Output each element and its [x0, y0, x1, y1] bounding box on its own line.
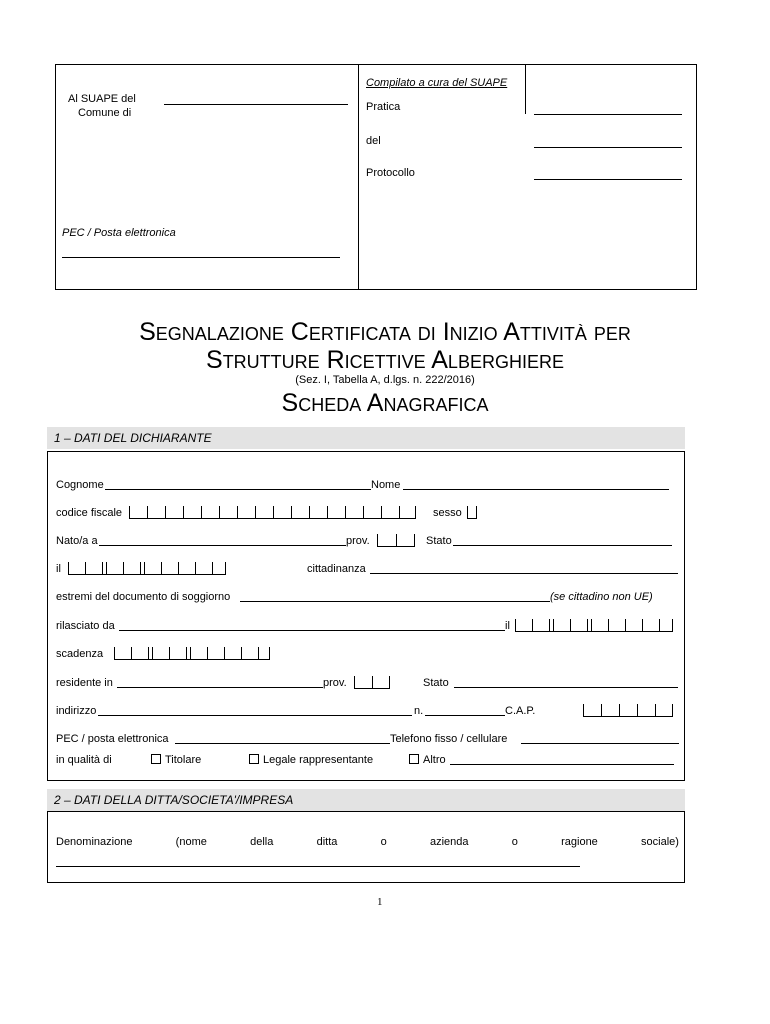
del-label: del	[366, 135, 381, 147]
il2-label: il	[505, 620, 510, 632]
protocollo-label: Protocollo	[366, 167, 415, 179]
prov2-cells[interactable]	[354, 676, 390, 689]
stato-field[interactable]	[453, 545, 672, 546]
se-cittadino-note: (se cittadino non UE)	[550, 591, 653, 603]
denominazione-word: azienda	[429, 836, 469, 848]
legale-rappresentante-checkbox[interactable]	[249, 754, 259, 764]
rilasciato-da-field[interactable]	[119, 630, 505, 631]
prov-label: prov.	[346, 535, 370, 547]
residente-in-field[interactable]	[117, 687, 323, 688]
denominazione-word: ditta	[316, 836, 338, 848]
il-label: il	[56, 563, 61, 575]
cap-label: C.A.P.	[505, 705, 536, 717]
nato-a-label: Nato/a a	[56, 535, 98, 547]
nato-a-field[interactable]	[99, 545, 346, 546]
telefono-label: Telefono fisso / cellulare	[390, 733, 508, 745]
denominazione-field[interactable]	[56, 866, 580, 867]
header-divider	[358, 64, 359, 290]
cognome-label: Cognome	[56, 479, 104, 491]
stato2-field[interactable]	[454, 687, 678, 688]
codice-fiscale-cells[interactable]	[129, 506, 416, 519]
pratica-label: Pratica	[366, 101, 401, 113]
protocollo-field[interactable]	[534, 179, 682, 180]
denominazione-word: o	[511, 836, 518, 848]
cognome-field[interactable]	[105, 489, 371, 490]
section1-heading: 1 – DATI DEL DICHIARANTE	[47, 427, 685, 449]
del-field[interactable]	[534, 147, 682, 148]
telefono-field[interactable]	[521, 743, 679, 744]
cap-cells[interactable]	[583, 704, 673, 717]
title-line-1: Segnalazione Certificata di Inizio Attività per	[139, 318, 631, 346]
rilascio-date-cells[interactable]	[515, 619, 673, 632]
rilasciato-da-label: rilasciato da	[56, 620, 115, 632]
cittadinanza-field[interactable]	[370, 573, 678, 574]
prov2-label: prov.	[323, 677, 347, 689]
stato2-label: Stato	[423, 677, 449, 689]
numero-label: n.	[414, 705, 424, 717]
indirizzo-label: indirizzo	[56, 705, 97, 717]
altro-checkbox[interactable]	[409, 754, 419, 764]
cittadinanza-label: cittadinanza	[307, 563, 366, 575]
prov-cells[interactable]	[377, 534, 415, 547]
recipient-label-1: Al SUAPE del	[68, 93, 136, 105]
title-reference: (Sez. I, Tabella A, d.lgs. n. 222/2016)	[295, 374, 475, 386]
pec-label: PEC / Posta elettronica	[62, 227, 176, 239]
pec-field[interactable]	[62, 257, 340, 258]
indirizzo-field[interactable]	[98, 715, 412, 716]
estremi-documento-label: estremi del documento di soggiorno	[56, 591, 231, 603]
birth-date-cells[interactable]	[68, 562, 226, 575]
codice-fiscale-label: codice fiscale	[56, 507, 123, 519]
pec-dichiarante-field[interactable]	[175, 743, 390, 744]
altro-label: Altro	[423, 754, 446, 766]
pratica-field[interactable]	[534, 114, 682, 115]
nome-label: Nome	[371, 479, 401, 491]
residente-in-label: residente in	[56, 677, 113, 689]
suape-title: Compilato a cura del SUAPE	[366, 77, 508, 89]
in-qualita-label: in qualità di	[56, 754, 112, 766]
page-number: 1	[377, 896, 383, 908]
estremi-documento-field[interactable]	[240, 601, 550, 602]
sesso-label: sesso	[433, 507, 462, 519]
comune-field[interactable]	[164, 104, 348, 105]
denominazione-word: della	[250, 836, 274, 848]
suape-box-divider	[525, 64, 526, 114]
stato-label: Stato	[426, 535, 452, 547]
titolare-label: Titolare	[165, 754, 202, 766]
denominazione-word: o	[380, 836, 387, 848]
denominazione-word: sociale)	[641, 836, 679, 848]
numero-field[interactable]	[425, 715, 505, 716]
denominazione-word: (nome	[175, 836, 207, 848]
section2-heading: 2 – DATI DELLA DITTA/SOCIETA'/IMPRESA	[47, 789, 685, 811]
altro-field[interactable]	[450, 764, 674, 765]
sesso-cell[interactable]	[467, 506, 477, 519]
scadenza-label: scadenza	[56, 648, 104, 660]
legale-rappresentante-label: Legale rappresentante	[263, 754, 374, 766]
title-line-2: Strutture Ricettive Alberghiere	[206, 346, 564, 374]
section1-box	[47, 451, 685, 781]
denominazione-row	[56, 836, 679, 848]
pec-dichiarante-label: PEC / posta elettronica	[56, 733, 169, 745]
titolare-checkbox[interactable]	[151, 754, 161, 764]
nome-field[interactable]	[403, 489, 669, 490]
scheda-title: Scheda Anagrafica	[281, 389, 489, 417]
scadenza-cells[interactable]	[114, 647, 270, 660]
legale-rappresentante-option[interactable]	[249, 754, 373, 766]
denominazione-word: Denominazione	[56, 836, 133, 848]
altro-option[interactable]	[409, 754, 446, 766]
titolare-option[interactable]	[151, 754, 201, 766]
recipient-label-2: Comune di	[78, 107, 132, 119]
denominazione-word: ragione	[561, 836, 598, 848]
